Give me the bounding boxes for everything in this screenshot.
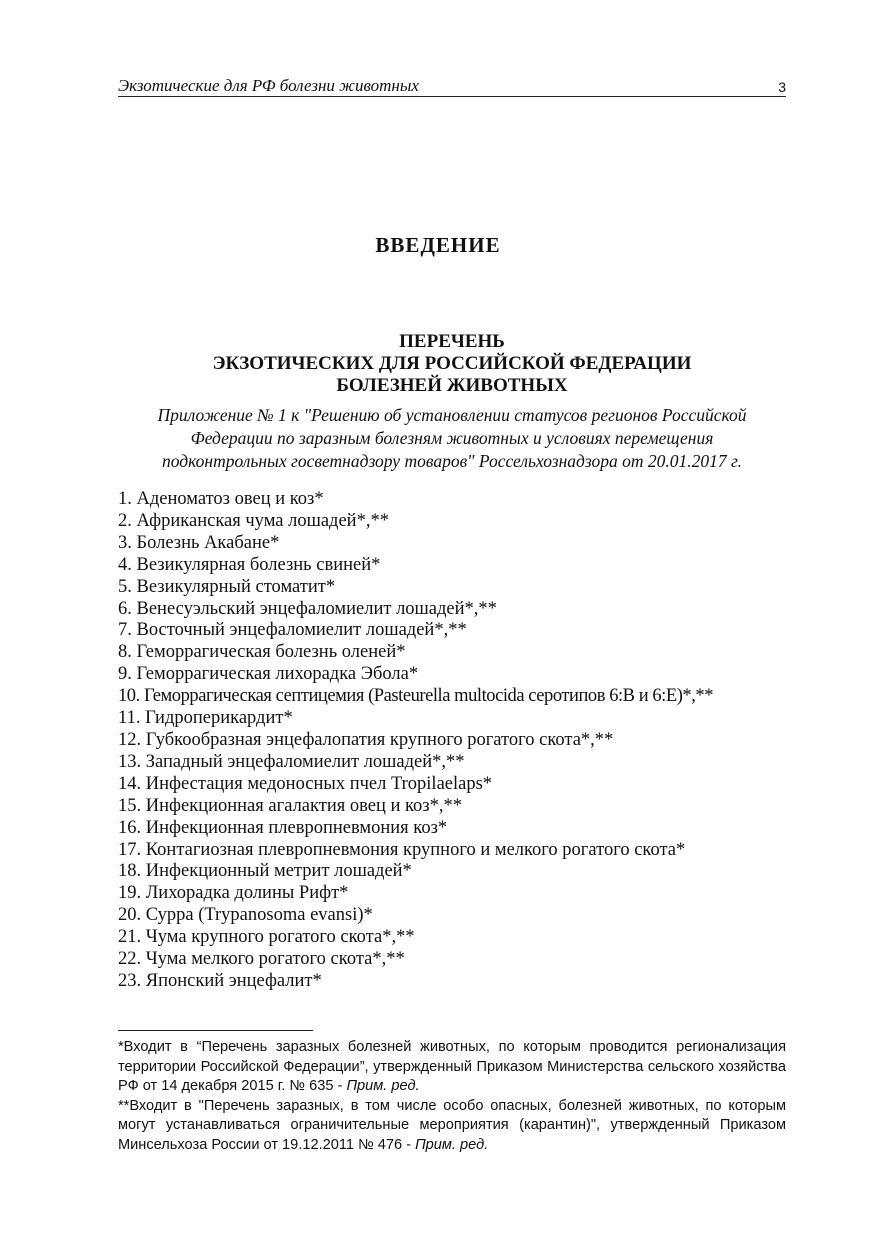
list-item: 20. Сурра (Trypanosoma evansi)*	[118, 905, 373, 926]
list-item: 8. Геморрагическая болезнь оленей*	[118, 642, 406, 663]
list-item: 1. Аденоматоз овец и коз*	[118, 489, 324, 509]
list-item: 22. Чума мелкого рогатого скота*,**	[118, 949, 405, 970]
page-number: 3	[778, 79, 786, 95]
footnote-text: *Входит в “Перечень заразных болезней животных, по которым проводится регионализация территории Российской Федерации”, утвержденный Приказом Министерства сельского хозяйства РФ от 14 декабря 2015 г. № 635 -	[118, 1039, 786, 1095]
list-item: 13. Западный энцефаломиелит лошадей*,**	[118, 751, 465, 772]
subtitle-line: подконтрольных госветнадзору товаров" Россельхознадзора от 20.01.2017 г.	[162, 451, 742, 471]
list-item: 18. Инфекционный метрит лошадей*	[118, 861, 412, 882]
section-title: ВВЕДЕНИЕ	[375, 233, 501, 257]
list-title-line: ЭКЗОТИЧЕСКИХ ДЛЯ РОССИЙСКОЙ ФЕДЕРАЦИИ	[212, 353, 692, 374]
list-item: 9. Геморрагическая лихорадка Эбола*	[118, 664, 419, 685]
list-item: 23. Японский энцефалит*	[118, 970, 322, 991]
footnote-single-asterisk	[118, 1038, 786, 1097]
list-item: 4. Везикулярная болезнь свиней*	[118, 554, 381, 575]
list-title-line: ПЕРЕЧЕНЬ	[399, 331, 505, 352]
footnote-text: **Входит в "Перечень заразных, в том числе особо опасных, болезней животных, по которым могут устанавливаться ограничительные мероприятия (карантин)", утвержденный Приказом Минсельхоза России от 19.12.2011 № 476 -	[118, 1097, 786, 1153]
list-item: 21. Чума крупного рогатого скота*,**	[118, 927, 415, 948]
list-item: 16. Инфекционная плевропневмония коз*	[118, 817, 448, 838]
list-item: 14. Инфестация медоносных пчел Tropilaelaps*	[118, 773, 493, 794]
list-item: 11. Гидроперикардит*	[118, 708, 293, 729]
list-title	[118, 331, 786, 397]
subtitle-line: Приложение № 1 к "Решению об установлении статусов регионов Российской	[157, 405, 747, 425]
list-item: 2. Африканская чума лошадей*,**	[118, 510, 389, 531]
running-header	[118, 76, 786, 97]
list-item: 17. Контагиозная плевропневмония крупного и мелкого рогатого скота*	[118, 839, 686, 860]
list-item: 7. Восточный энцефаломиелит лошадей*,**	[118, 620, 467, 641]
footnotes	[118, 1038, 786, 1156]
list-item: 5. Везикулярный стоматит*	[118, 576, 336, 597]
subtitle-line: Федерации по заразным болезням животных и условиях перемещения	[190, 428, 714, 448]
list-item: 10. Геморрагическая септицемия (Pasteurella multocida серотипов 6:B и 6:E)*,**	[118, 686, 713, 707]
list-item: 3. Болезнь Акабане*	[118, 532, 280, 553]
list-item: 15. Инфекционная агалактия овец и коз*,**	[118, 795, 462, 816]
list-item: 12. Губкообразная энцефалопатия крупного рогатого скота*,**	[118, 729, 614, 750]
list-title-line: БОЛЕЗНЕЙ ЖИВОТНЫХ	[336, 375, 568, 396]
disease-list	[118, 489, 790, 993]
editor-note: Прим. ред.	[415, 1136, 489, 1153]
running-header-title: Экзотические для РФ болезни животных	[118, 76, 419, 95]
editor-note: Прим. ред.	[346, 1078, 420, 1095]
list-item: 19. Лихорадка долины Рифт*	[118, 883, 349, 904]
footnote-separator	[118, 1030, 313, 1031]
footnote-double-asterisk	[118, 1097, 786, 1156]
list-item: 6. Венесуэльский энцефаломиелит лошадей*,**	[118, 598, 497, 619]
list-subtitle	[118, 404, 786, 473]
